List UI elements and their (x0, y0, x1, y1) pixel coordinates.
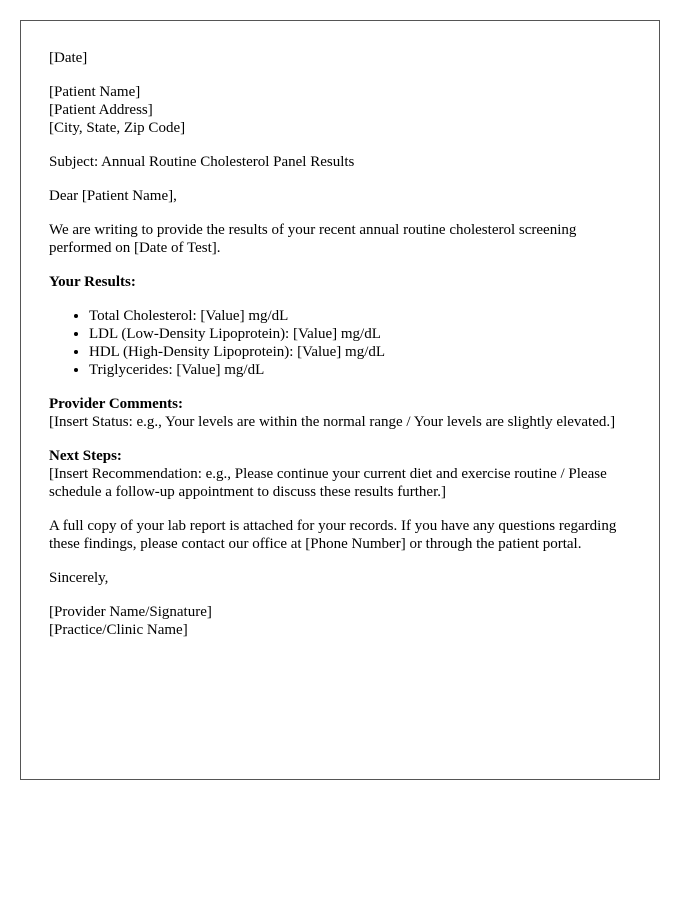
provider-comments-heading: Provider Comments: (49, 396, 184, 412)
letter-date: [Date] (49, 50, 88, 66)
letter-salutation: Dear [Patient Name], (49, 188, 177, 204)
recipient-block (49, 83, 631, 137)
list-item: • LDL (Low-Density Lipoprotein): [Value] mg/dL (89, 325, 631, 343)
provider-comments-text: [Insert Status: e.g., Your levels are within the normal range / Your levels are slightly elevated.] (49, 414, 616, 430)
provider-comments-section (49, 395, 631, 431)
intro-paragraph: We are writing to provide the results of your recent annual routine cholesterol screening performed on [Date of Test]. (49, 222, 577, 256)
results-heading: Your Results: (49, 274, 136, 290)
recipient-address: [Patient Address] (49, 102, 153, 118)
results-list (49, 307, 631, 379)
recipient-city-state-zip: [City, State, Zip Code] (49, 120, 186, 136)
list-item: • Total Cholesterol: [Value] mg/dL (89, 307, 631, 325)
provider-signature: [Provider Name/Signature] (49, 604, 212, 620)
signature-block (49, 603, 631, 639)
list-item: • Triglycerides: [Value] mg/dL (89, 361, 631, 379)
letter-signoff: Sincerely, (49, 570, 109, 586)
next-steps-heading: Next Steps: (49, 448, 122, 464)
letter-subject: Subject: Annual Routine Cholesterol Panel Results (49, 154, 355, 170)
letter-page (20, 20, 660, 780)
recipient-name: [Patient Name] (49, 84, 141, 100)
next-steps-text: [Insert Recommendation: e.g., Please continue your current diet and exercise routine / Please schedule a follow-up appointment to discuss these results further.] (49, 466, 607, 500)
next-steps-section (49, 447, 631, 501)
practice-name: [Practice/Clinic Name] (49, 622, 188, 638)
closing-paragraph: A full copy of your lab report is attached for your records. If you have any questions regarding these findings, please contact our office at [Phone Number] or through the patient portal. (49, 518, 617, 552)
list-item: • HDL (High-Density Lipoprotein): [Value] mg/dL (89, 343, 631, 361)
